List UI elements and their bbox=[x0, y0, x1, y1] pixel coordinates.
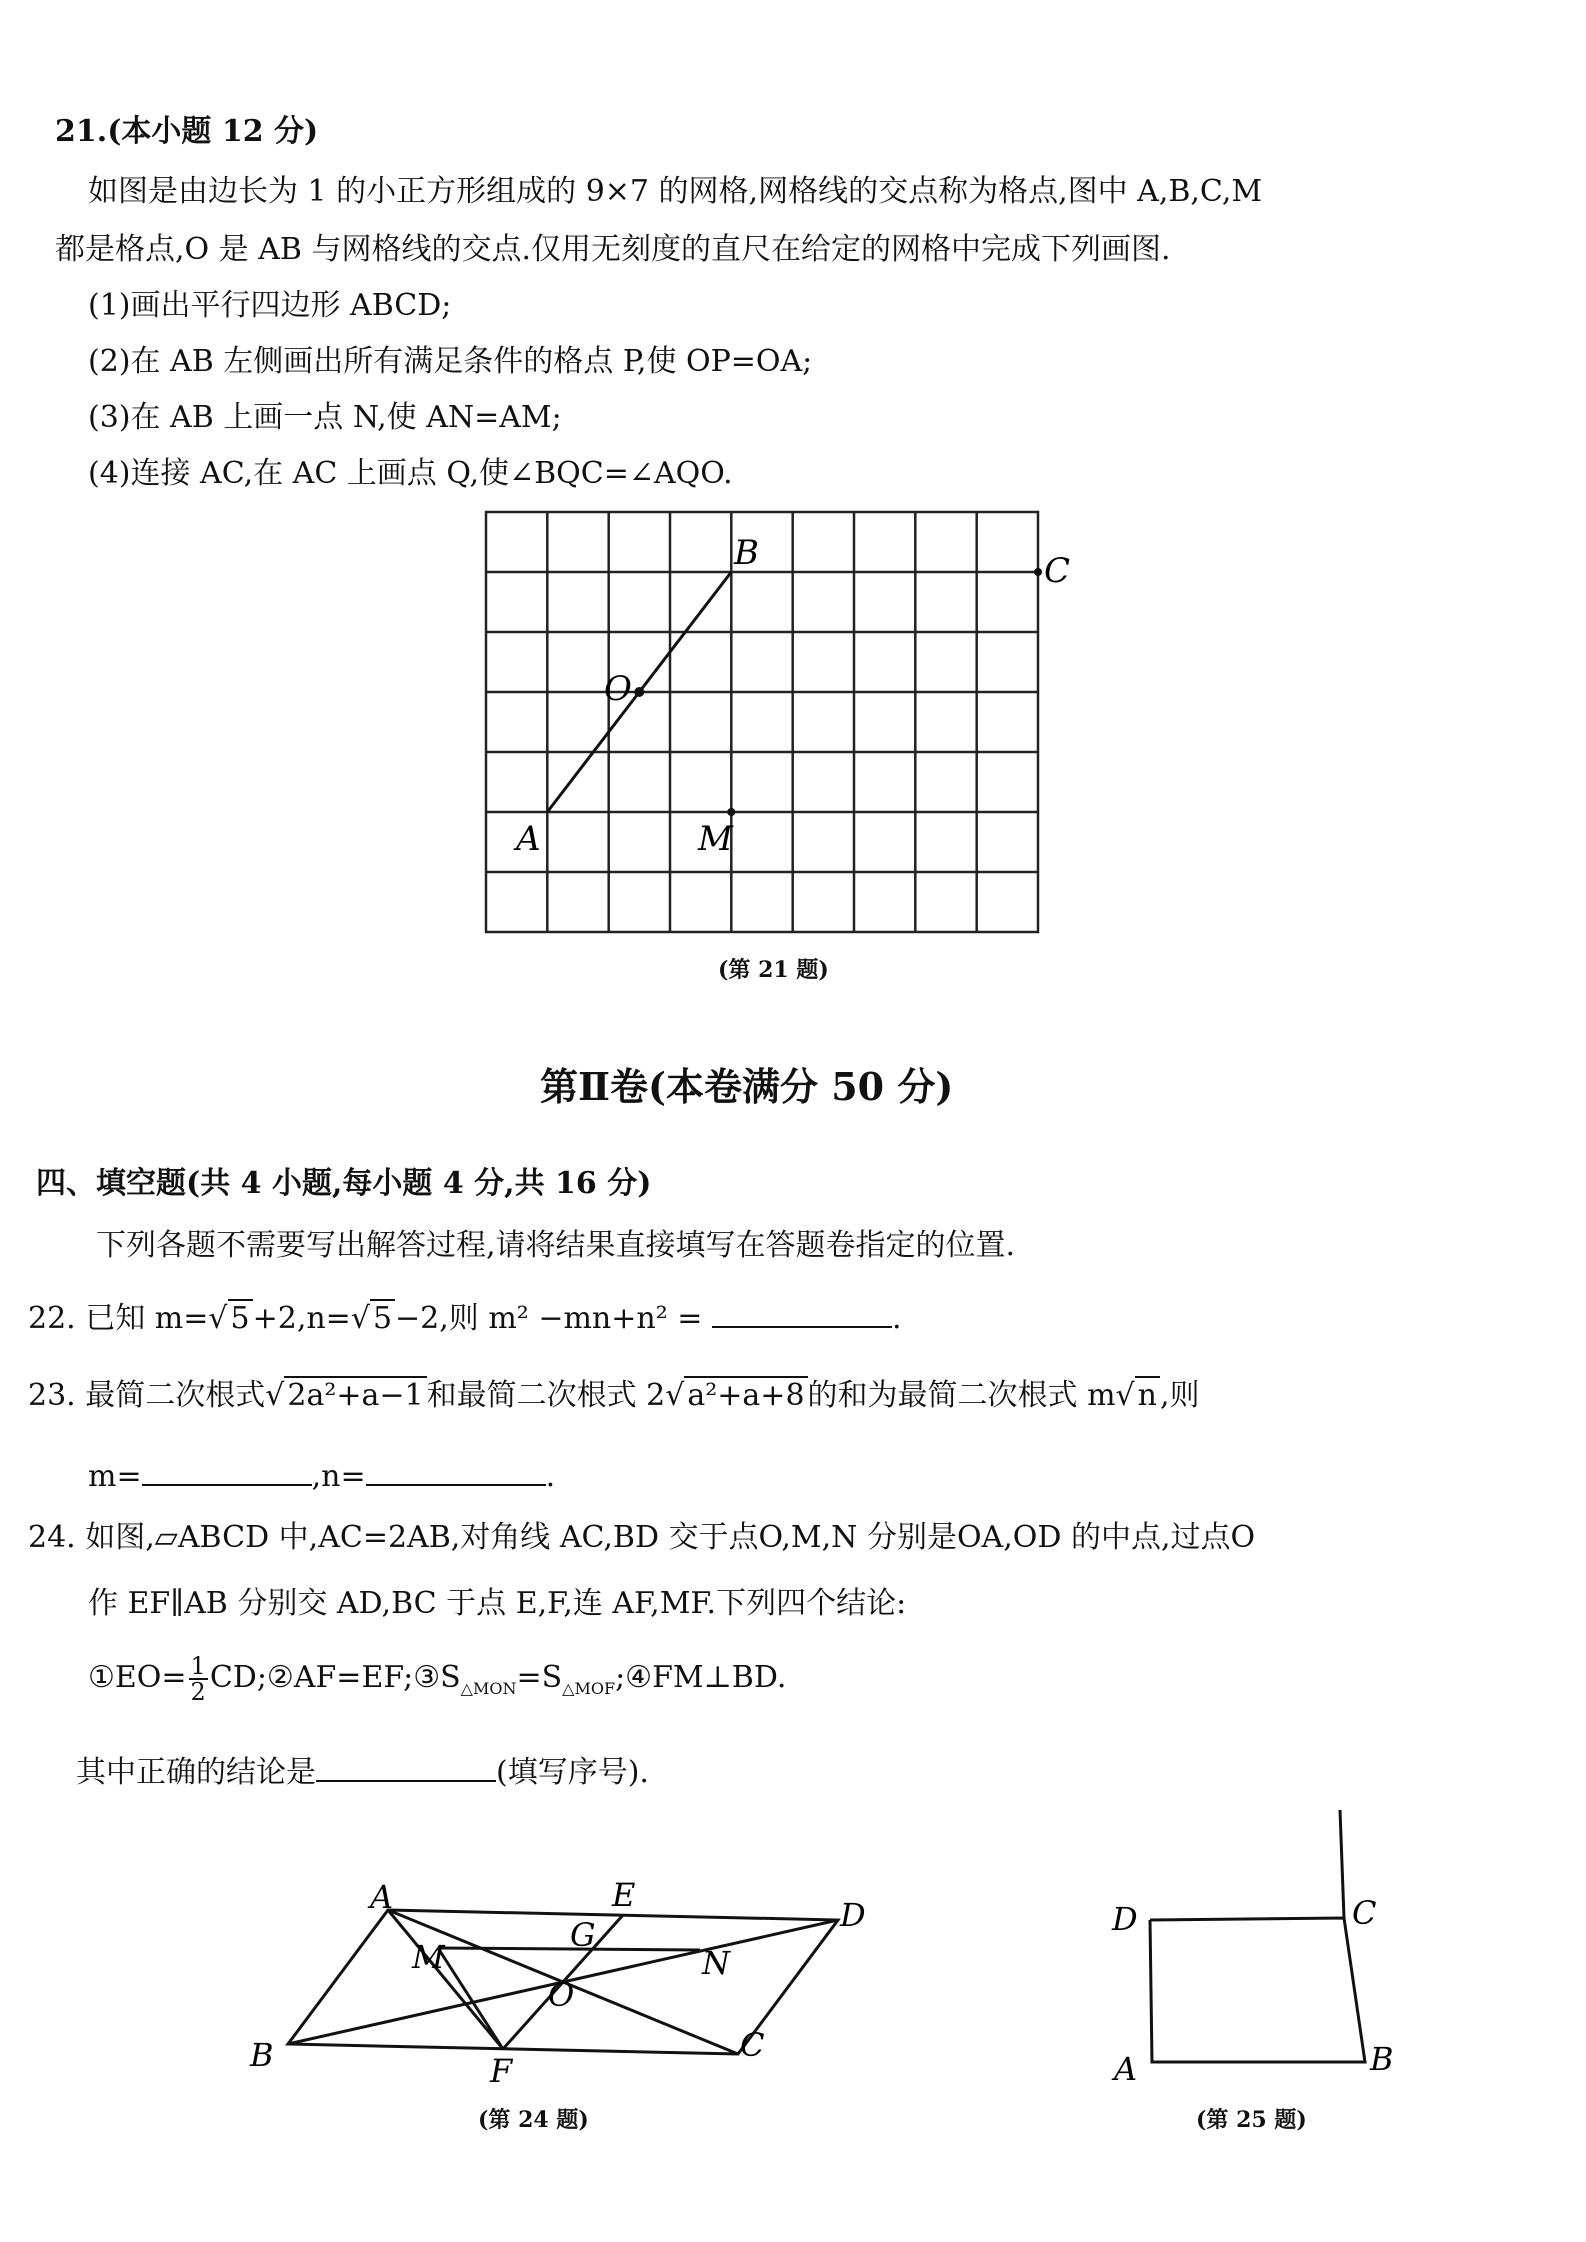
q24-c1a: ①EO= bbox=[88, 1660, 187, 1695]
q21-item-3: (3)在 AB 上画一点 N,使 AN=AM; bbox=[88, 400, 562, 435]
q24-sub-mof: △MOF bbox=[562, 1679, 616, 1698]
q23-m-blank[interactable] bbox=[142, 1454, 312, 1486]
q23-radicand-3: n bbox=[1135, 1376, 1160, 1413]
q21-item-1: (1)画出平行四边形 ABCD; bbox=[88, 288, 452, 323]
q21-item-4: (4)连接 AC,在 AC 上画点 Q,使∠BQC=∠AQO. bbox=[88, 456, 733, 491]
q21-intro-line2: 都是格点,O 是 AB 与网格线的交点.仅用无刻度的直尺在给定的网格中完成下列画图. bbox=[55, 232, 1171, 267]
q24-c1b: CD;②AF=EF;③S bbox=[209, 1660, 461, 1695]
fig24-label-m: M bbox=[412, 1938, 445, 1976]
part4-instruction: 下列各题不需要写出解答过程,请将结果直接填写在答题卷指定的位置. bbox=[96, 1228, 1016, 1263]
q24-line1: 24. 如图,▱ABCD 中,AC=2AB,对角线 AC,BD 交于点O,M,N 分别是OA,OD 的中点,过点O bbox=[28, 1520, 1256, 1555]
fig24-label-c: C bbox=[740, 2026, 765, 2064]
q21-caption: (第 21 题) bbox=[718, 957, 829, 983]
q24-answer-blank[interactable] bbox=[316, 1750, 496, 1782]
q23-part2: 和最简二次根式 2 bbox=[426, 1378, 666, 1413]
q23-part3: 的和为最简二次根式 m bbox=[807, 1378, 1116, 1413]
q23-part1: 23. 最简二次根式 bbox=[28, 1378, 266, 1413]
label-m: M bbox=[698, 819, 733, 859]
q22-radicand-1: 5 bbox=[228, 1299, 253, 1336]
q25-quadrilateral-figure bbox=[1100, 1800, 1420, 2100]
q22-answer-blank[interactable] bbox=[712, 1296, 892, 1328]
q24-answer-line bbox=[76, 1750, 649, 1793]
fig24-label-d: D bbox=[840, 1896, 866, 1934]
q22-mid2: −2,则 m² −mn+n² = bbox=[395, 1301, 703, 1336]
q23-line1 bbox=[28, 1376, 1200, 1416]
quadrilateral-dabc bbox=[1150, 1918, 1365, 2062]
fig24-label-a: A bbox=[370, 1878, 394, 1916]
q24-answer-prefix: 其中正确的结论是 bbox=[76, 1755, 316, 1790]
q24-caption: (第 24 题) bbox=[478, 2107, 589, 2133]
fig24-label-b: B bbox=[250, 2036, 274, 2074]
label-b: B bbox=[734, 533, 759, 573]
q25-caption: (第 25 题) bbox=[1196, 2107, 1307, 2133]
point-c bbox=[1034, 568, 1042, 576]
q22-mid: +2,n= bbox=[252, 1301, 351, 1336]
q21-grid-figure bbox=[440, 500, 1080, 970]
q22-end: . bbox=[891, 1301, 902, 1336]
fig25-label-c: C bbox=[1352, 1894, 1377, 1932]
label-c: C bbox=[1044, 551, 1071, 591]
fraction-numerator: 1 bbox=[190, 1652, 206, 1680]
point-o bbox=[634, 687, 644, 697]
fig24-label-f: F bbox=[490, 2052, 513, 2090]
part4-heading: 四、填空题(共 4 小题,每小题 4 分,共 16 分) bbox=[36, 1166, 652, 1201]
q23-n-blank[interactable] bbox=[366, 1454, 546, 1486]
segment-mn bbox=[438, 1948, 700, 1950]
sqrt-symbol-icon: √ bbox=[208, 1301, 228, 1336]
q23-n-label: ,n= bbox=[311, 1459, 366, 1494]
q22-text bbox=[28, 1296, 902, 1339]
fig24-label-e: E bbox=[612, 1876, 636, 1914]
q24-c1d: ;④FM⊥BD. bbox=[615, 1660, 787, 1695]
point-m bbox=[727, 808, 735, 816]
fig24-label-o: O bbox=[548, 1976, 575, 2014]
q24-conclusions bbox=[88, 1654, 786, 1709]
q24-line2: 作 EF∥AB 分别交 AD,BC 于点 E,F,连 AF,MF.下列四个结论: bbox=[88, 1586, 907, 1621]
q21-item-2: (2)在 AB 左侧画出所有满足条件的格点 P,使 OP=OA; bbox=[88, 344, 813, 379]
sqrt-symbol-icon: √ bbox=[665, 1378, 685, 1413]
fig25-label-d: D bbox=[1112, 1900, 1138, 1938]
fig25-label-a: A bbox=[1114, 2050, 1138, 2088]
q23-radicand-2: a²+a+8 bbox=[684, 1376, 807, 1413]
ray-from-c bbox=[1340, 1810, 1344, 1918]
fig25-label-b: B bbox=[1370, 2040, 1394, 2078]
sqrt-symbol-icon: √ bbox=[265, 1378, 285, 1413]
fig24-label-g: G bbox=[570, 1916, 596, 1954]
segment-af bbox=[388, 1910, 503, 2049]
label-a: A bbox=[516, 819, 541, 859]
grid-lines bbox=[486, 512, 1038, 932]
fraction-one-half bbox=[189, 1654, 208, 1704]
q21-heading: 21.(本小题 12 分) bbox=[55, 114, 319, 149]
sqrt-symbol-icon: √ bbox=[1115, 1378, 1135, 1413]
q24-c1c: =S bbox=[516, 1660, 563, 1695]
sqrt-symbol-icon: √ bbox=[350, 1301, 370, 1336]
q23-radicand-1: 2a²+a−1 bbox=[284, 1376, 426, 1413]
fraction-denominator: 2 bbox=[190, 1678, 206, 1706]
q23-part4: ,则 bbox=[1159, 1378, 1200, 1413]
q22-radicand-2: 5 bbox=[370, 1299, 395, 1336]
q24-answer-suffix: (填写序号). bbox=[496, 1755, 649, 1790]
q21-intro-line1: 如图是由边长为 1 的小正方形组成的 9×7 的网格,网格线的交点称为格点,图中 A,B,C,M bbox=[88, 174, 1263, 209]
q23-end: . bbox=[545, 1459, 556, 1494]
section-2-title: 第Ⅱ卷(本卷满分 50 分) bbox=[540, 1064, 954, 1109]
q24-parallelogram-figure bbox=[240, 1870, 900, 2120]
fig24-label-n: N bbox=[702, 1944, 730, 1982]
q24-sub-mon: △MON bbox=[460, 1679, 517, 1698]
q22-prefix: 22. 已知 m= bbox=[28, 1301, 209, 1336]
q23-m-label: m= bbox=[88, 1459, 142, 1494]
q23-line2 bbox=[88, 1454, 555, 1497]
label-o: O bbox=[604, 669, 632, 709]
